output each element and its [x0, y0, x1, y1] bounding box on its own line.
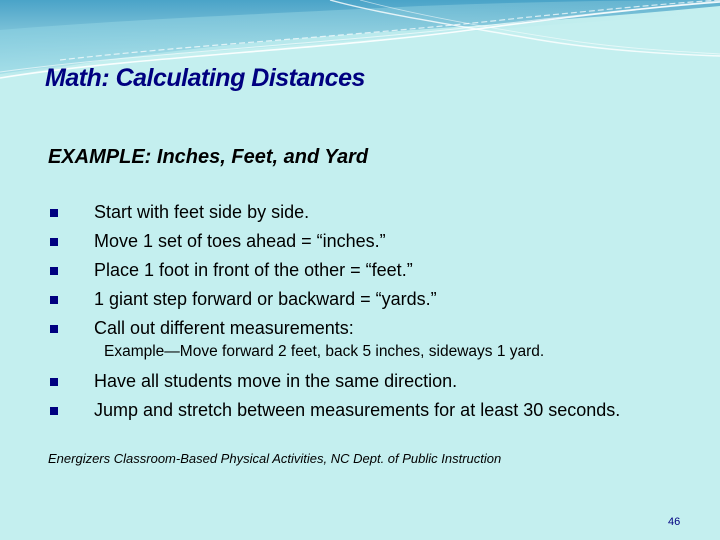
list-item-text: Have all students move in the same direction.	[94, 371, 458, 391]
square-bullet-icon	[50, 296, 58, 304]
list-item	[48, 367, 708, 396]
list-item-text: Place 1 foot in front of the other = “feet.”	[94, 260, 413, 280]
square-bullet-icon	[50, 407, 58, 415]
instruction-list	[48, 198, 708, 343]
slide-title: Math: Calculating Distances	[45, 64, 365, 92]
source-citation: Energizers Classroom-Based Physical Activities, NC Dept. of Public Instruction	[48, 451, 502, 466]
square-bullet-icon	[50, 209, 58, 217]
list-item-text: Jump and stretch between measurements for at least 30 seconds.	[94, 400, 621, 420]
list-item	[48, 314, 708, 343]
instruction-list-continued	[48, 367, 708, 425]
list-item	[48, 256, 708, 285]
page-number: 46	[668, 516, 681, 528]
list-item-text: 1 giant step forward or backward = “yards.”	[94, 289, 437, 309]
list-item	[48, 227, 708, 256]
list-item	[48, 285, 708, 314]
list-item-text: Call out different measurements:	[94, 318, 354, 338]
list-item	[48, 396, 708, 425]
list-item	[48, 198, 708, 227]
square-bullet-icon	[50, 378, 58, 386]
list-item-text: Move 1 set of toes ahead = “inches.”	[94, 231, 386, 251]
list-item-text: Start with feet side by side.	[94, 202, 310, 222]
example-line: Example—Move forward 2 feet, back 5 inches, sideways 1 yard.	[104, 343, 545, 360]
slide-subtitle: EXAMPLE: Inches, Feet, and Yard	[48, 146, 369, 168]
square-bullet-icon	[50, 325, 58, 333]
square-bullet-icon	[50, 267, 58, 275]
square-bullet-icon	[50, 238, 58, 246]
